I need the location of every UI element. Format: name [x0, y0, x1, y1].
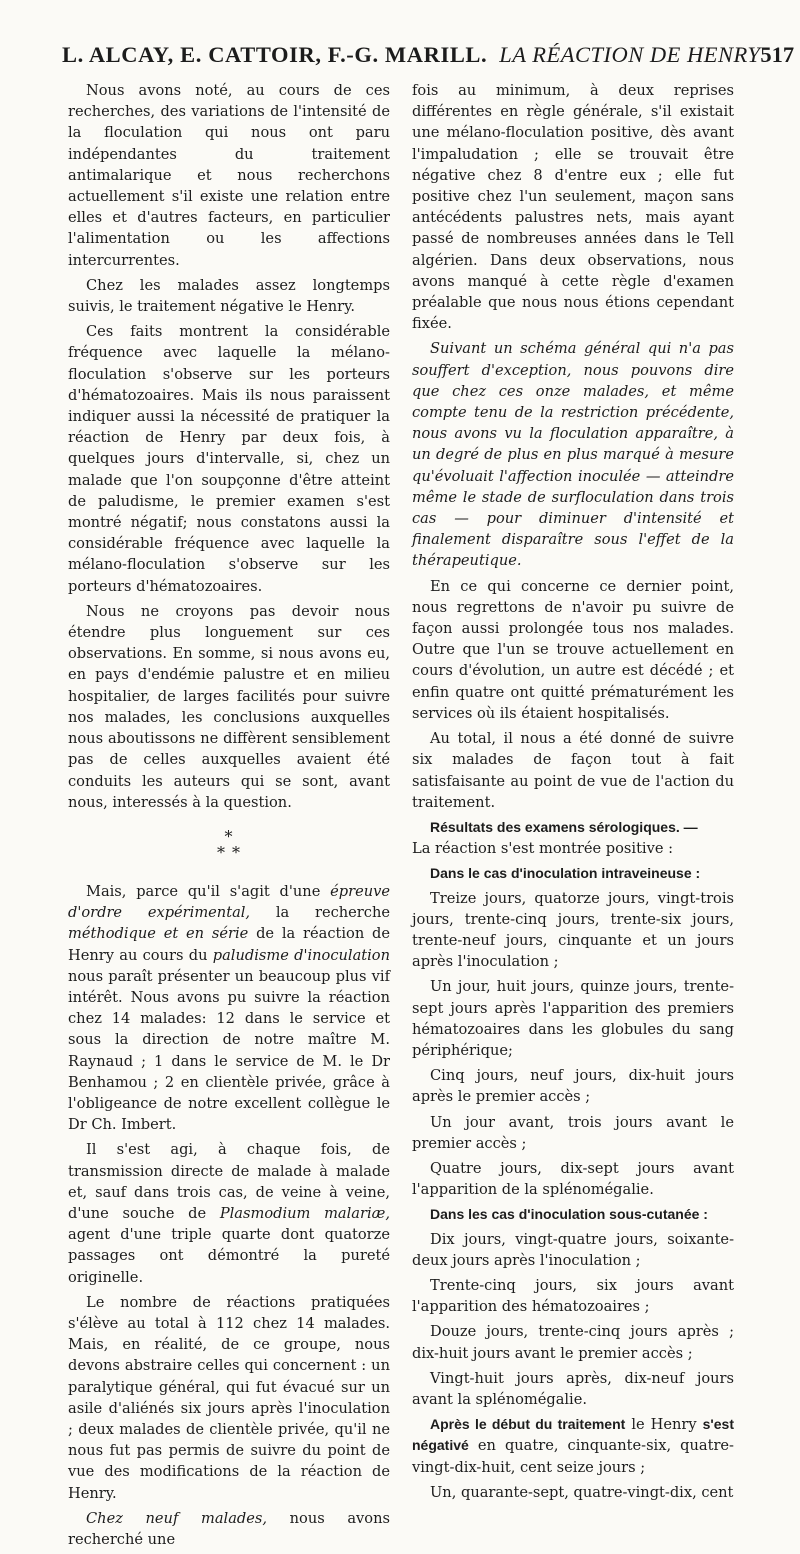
- paragraph: Chez les malades assez longtemps suivis, le traitement négative le Henry.: [68, 276, 390, 316]
- italic-run: Chez neuf malades,: [86, 1509, 268, 1527]
- list-item: Cinq jours, neuf jours, dix-huit jours après le premier accès ;: [412, 1067, 734, 1106]
- left-column: [68, 80, 390, 1554]
- section-separator-asterism: [68, 826, 390, 862]
- section-heading: [412, 817, 734, 859]
- italic-run: paludisme d'inoculation: [212, 946, 390, 964]
- paragraph: Un, quarante-sept, quatre-vingt-dix, cent: [430, 1483, 734, 1501]
- running-header: [62, 42, 795, 76]
- paragraph: Nous avons noté, au cours de ces recherches, des variations de l'intensité de la floculation qui nous ont paru indépendantes du traitement antimalarique et nous recherchons actuellement s'il existe une relation entre elles et d'autres facteurs, en particulier l'alimentation ou les affections intercurrentes.: [68, 82, 390, 269]
- list-item: Vingt-huit jours après, dix-neuf jours avant la splénomégalie.: [412, 1369, 734, 1408]
- text-run: la recherche: [250, 904, 390, 922]
- text-run: Mais, parce qu'il s'agit d'une: [86, 882, 331, 900]
- list-item: Douze jours, trente-cinq jours après ; dix-huit jours avant le premier accès ;: [412, 1323, 734, 1362]
- paragraph: fois au minimum, à deux reprises différentes en règle générale, s'il existait une mélano-floculation positive, dès avant l'impaludation ; elle se trouvait être négative chez 8 d'entre eux ; elle fut positive chez l'un seulement, maçon sans antécédents palustres nets, mais ayant passé de nombreuses années dans le Tell algérien. Dans deux observations, nous avons manqué à cette règle d'examen préalable que nous nous étions cependant fixée.: [412, 82, 734, 333]
- asterism-bottom: * *: [216, 842, 242, 862]
- text-run: Il s'est agi, à chaque fois, de transmission directe de malade à malade et, sauf dans trois cas, de veine à veine, d'une souche de: [68, 1141, 390, 1222]
- list-item: Trente-cinq jours, six jours avant l'apparition des hématozoaires ;: [412, 1276, 734, 1316]
- italic-run: Plasmodium malariæ,: [219, 1204, 390, 1222]
- list-item: Treize jours, quatorze jours, vingt-trois jours, trente-cinq jours, trente-six jours, trente-neuf jours, cinquante et un jours après l'inoculation ;: [412, 889, 734, 971]
- paragraph: [68, 881, 390, 1135]
- list-item: Un jour, huit jours, quinze jours, trente-sept jours après l'apparition des premiers hématozoaires dans les globules du sang périphérique;: [412, 978, 734, 1059]
- subheading-subcutaneous: Dans les cas d'inoculation sous-cutanée :: [430, 1206, 708, 1223]
- text-run: nous avons recherché une: [68, 1509, 390, 1548]
- running-header-title: LA RÉACTION DE HENRY: [499, 42, 761, 67]
- text-run: le Henry: [625, 1416, 703, 1434]
- text-run: La réaction s'est montrée positive :: [412, 840, 674, 858]
- list-item: Un jour avant, trois jours avant le premier accès ;: [412, 1113, 734, 1152]
- running-header-authors: L. ALCAY, E. CATTOIR, F.-G. MARILL.: [62, 42, 488, 67]
- paragraph: [68, 1508, 390, 1550]
- text-run: en quatre, cinquante-six, quatre-vingt-dix-huit, cent seize jours ;: [412, 1437, 734, 1476]
- text-run: nous paraît présenter un beaucoup plus vif intérêt. Nous avons pu suivre la réaction chez 14 malades: 12 dans le service et sous la direction de notre maître M. Raynaud ; 1 dans le service de M. le Dr Benhamou ; 2 en clientèle privée, grâce à l'obligeance de notre excellent collègue le Dr Ch. Imbert.: [68, 967, 390, 1134]
- list-item: Dix jours, vingt-quatre jours, soixante-deux jours après l'inoculation ;: [412, 1230, 734, 1269]
- italic-run: épreuve d'ordre expérimental,: [68, 882, 390, 922]
- paragraph: [412, 1414, 734, 1478]
- paragraph: [412, 338, 734, 571]
- italic-run: Suivant un schéma général qui n'a pas souffert d'exception, nous pouvons dire que chez ces onze malades, et même compte tenu de la restriction précédente, nous avons vu la floculation apparaître, à un degré de plus en plus marqué à mesure qu'évoluait l'affection inoculée — atteindre même le stade de surfloculation dans trois cas — pour diminuer d'intensité et finalement disparaître sous l'effet de la thérapeutique.: [412, 340, 734, 570]
- text-run: de la réaction de Henry au cours du: [68, 925, 390, 964]
- paragraph: Le nombre de réactions pratiquées s'élève au total à 112 chez 14 malades. Mais, en réalité, de ce groupe, nous devons abstraire celles qui concernent : un paralytique général, qui fut évacué sur un asile d'aliénés six jours après l'inoculation ; deux malades de clientèle privée, qu'il ne nous fut pas permis de suivre du point de vue des modifications de la réaction de Henry.: [68, 1293, 390, 1502]
- heading-results: Résultats des examens sérologiques. —: [430, 818, 698, 835]
- paragraph: Au total, il nous a été donné de suivre six malades de façon tout à fait satisfaisante au point de vue de l'action du traitement.: [412, 730, 734, 811]
- text-run: agent d'une triple quarte dont quatorze passages ont démontré la pureté originelle.: [68, 1226, 390, 1286]
- page-number: 517: [760, 42, 795, 67]
- text-run-bold: s'est négativé: [412, 1416, 734, 1454]
- paragraph: [68, 1139, 390, 1287]
- subheading-intravenous: Dans le cas d'inoculation intraveineuse :: [430, 865, 701, 882]
- italic-run: méthodique et en série: [68, 925, 249, 943]
- paragraph: En ce qui concerne ce dernier point, nous regrettons de n'avoir pu suivre de façon aussi prolongée tous nos malades. Outre que l'un se trouve actuellement en cours d'évolution, un autre est décédé ; et enfin quatre ont quitté prématurément les services où ils étaient hospitalisés.: [412, 577, 734, 722]
- paragraph: Ces faits montrent la considérable fréquence avec laquelle la mélano-floculation s'observe sur les porteurs d'hématozoaires. Mais ils nous paraissent indiquer aussi la nécessité de pratiquer la réaction de Henry par deux fois, à quelques jours d'intervalle, si, chez un malade que l'on soupçonne d'être atteint de paludisme, le premier examen s'est montré négatif; nous constatons aussi la considérable fréquence avec laquelle la mélano-floculation s'observe sur les porteurs d'hématozoaires.: [68, 323, 390, 595]
- list-item: Quatre jours, dix-sept jours avant l'apparition de la splénomégalie.: [412, 1159, 734, 1199]
- heading-treatment: Après le début du traitement: [430, 1416, 626, 1433]
- paragraph: Nous ne croyons pas devoir nous étendre plus longuement sur ces observations. En somme, si nous avons eu, en pays d'endémie palustre et en milieu hospitalier, de larges facilités pour suivre nos malades, les conclusions auxquelles nous aboutissons ne diffèrent sensiblement pas de celles auxquelles avaient été conduits les auteurs qui se sont, avant nous, interessés à la question.: [68, 602, 390, 811]
- asterism-top: *: [224, 826, 234, 846]
- right-column: [412, 80, 734, 1507]
